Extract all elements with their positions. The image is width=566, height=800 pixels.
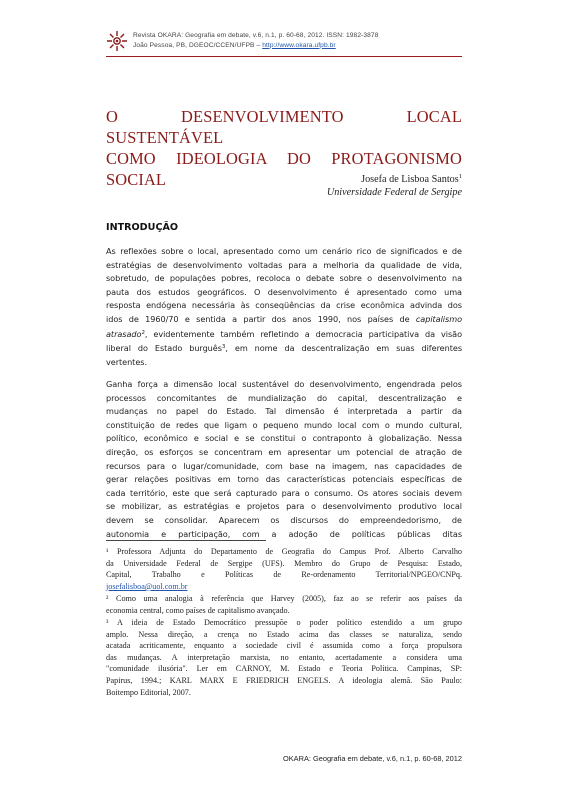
footnote-ref-2[interactable]: 2 bbox=[141, 329, 145, 336]
paragraph-line: mudanças no papel do Estado. Tal dimensão é interpretada a partir da bbox=[106, 406, 462, 417]
paragraph-line: direção, os esforços se concentram em apresentar um potencial de atração de bbox=[106, 446, 462, 457]
author-email-link[interactable]: josefalisboa@uol.com.br bbox=[106, 581, 188, 591]
paragraph-line: As reflexões sobre o local, apresentado como um cenário rico de significados e de bbox=[106, 246, 462, 256]
author-institution: Universidade Federal de Sergipe bbox=[326, 187, 462, 198]
title-line-2: COMO IDEOLOGIA DO PROTAGONISMO SOCIAL bbox=[106, 149, 462, 189]
okara-logo-icon bbox=[106, 30, 128, 52]
section-heading: INTRODUÇÃO bbox=[106, 222, 179, 233]
paragraph-line: recursos para o lugar/comunidade, com base na imagem, nas capacidades de bbox=[106, 460, 462, 471]
italic-term: atrasado bbox=[106, 328, 142, 339]
page-footer: OKARA: Geografia em debate, v.6, n.1, p. 60-68, 2012 bbox=[283, 754, 462, 763]
paragraph-line: sobretudo, de populações pobres, recoloca o debate sobre o desenvolvimento na bbox=[106, 273, 462, 284]
paragraph-line bbox=[106, 341, 462, 356]
footnote-line bbox=[106, 581, 462, 593]
paragraph-2 bbox=[106, 378, 462, 541]
italic-term: capitalismo bbox=[415, 313, 462, 324]
paragraph-line: estratégias de desenvolvimento voltadas para a melhoria da qualidade de vida, bbox=[106, 259, 462, 270]
paragraph-line: constituição de redes que ligam o pequeno mundo local com o mundo cultural, bbox=[106, 419, 462, 430]
paragraph-line: gerar relações positivas em torno das características potenciais específicas de bbox=[106, 474, 462, 485]
journal-citation: Revista OKARA: Geografia em debate, v.6, n.1, p. 60-68, 2012. ISSN: 1982-3878 bbox=[133, 32, 379, 39]
paragraph-text: , evidentemente também refletindo a democracia participativa da visão bbox=[144, 328, 462, 339]
footnote-line: "comunidade ilusória". Ler em CARNOY, M. Estado e Teoria Política. Campinas, SP: bbox=[106, 664, 462, 674]
author-footnote-ref[interactable]: 1 bbox=[458, 173, 462, 180]
footnote-1 bbox=[106, 546, 462, 592]
paragraph-text: , em nome da descentralização em suas diferentes bbox=[225, 343, 462, 354]
author-block bbox=[327, 170, 462, 199]
footnote-ref-3[interactable]: 3 bbox=[221, 344, 226, 351]
paragraph-line bbox=[106, 327, 462, 342]
title-line-1: O DESENVOLVIMENTO LOCAL SUSTENTÁVEL bbox=[106, 107, 462, 147]
paragraph-1 bbox=[106, 245, 462, 369]
paragraph-line: processos concomitantes de mundialização do capital, descentralização e bbox=[106, 392, 462, 403]
footnote-line: economia central, como países de capitalismo avançado. bbox=[106, 605, 290, 615]
paragraph-line: pauta dos estudos geográficos. O desenvolvimento é apresentado como uma bbox=[106, 286, 462, 297]
footnote-line: Boitempo Editorial, 2007. bbox=[106, 687, 191, 697]
footnote-line: Capital, Trabalho e Políticas de Re-ordenamento Territorial/NPGEO/CNPq. bbox=[106, 570, 462, 580]
footnote-line: ² Como uma analogia à referência que Harvey (2005), faz ao se referir aos países da bbox=[106, 594, 462, 603]
footnote-line: ¹ Professora Adjunta do Departamento de Geografia do Campus Prof. Alberto Carvalho bbox=[106, 547, 462, 556]
footnote-divider bbox=[106, 540, 266, 541]
paragraph-line: devem se consolidar. Aparecem os discursos do empreendedorismo, de bbox=[106, 514, 462, 525]
footnote-line: amplo. Nessa direção, a crença no Estado acima das classes se naturaliza, sendo bbox=[106, 629, 462, 639]
footnote-line: das mudanças. A interpretação marxista, no entanto, acertadamente a considera uma bbox=[106, 652, 462, 662]
paragraph-text: idos de 1960/70 e sentida a partir dos anos 1990, nos países de bbox=[106, 313, 410, 324]
journal-website-link[interactable]: http://www.okara.ufpb.br bbox=[262, 41, 336, 49]
paragraph-line: vertentes. bbox=[106, 356, 147, 367]
author-name-line bbox=[327, 170, 462, 186]
journal-header bbox=[133, 31, 378, 50]
journal-location bbox=[133, 41, 378, 51]
footnote-3 bbox=[106, 617, 462, 698]
footnote-line: acatada acriticamente, enquanto a sociedade civil é assumida como a força propulsora bbox=[106, 641, 462, 651]
footnote-line: ³ A ideia de Estado Democrático pressupõe o poder político estendido a um grupo bbox=[106, 618, 462, 627]
journal-location-text: João Pessoa, PB, DGEOC/CCEN/UFPB – bbox=[133, 41, 263, 49]
paragraph-line bbox=[106, 313, 462, 327]
author-name: Josefa de Lisboa Santos bbox=[361, 174, 459, 185]
paragraph-line: resposta endógena necessária às conseqüências da crise econômica advinda dos bbox=[106, 300, 462, 311]
header-divider bbox=[106, 56, 462, 57]
paragraph-text: liberal do Estado burguês bbox=[106, 343, 222, 354]
footnote-line: da Universidade Federal de Sergipe (UFS). Membro do Grupo de Pesquisa: Estado, bbox=[106, 558, 462, 568]
footnote-line: Papirus, 1994.; KARL MARX E FRIEDRICH ENGELS. A ideologia alemã. São Paulo: bbox=[106, 675, 462, 685]
paragraph-line: autonomia e participação, com a adoção de políticas públicas ditas bbox=[106, 528, 462, 539]
paragraph-line: Ganha força a dimensão local sustentável do desenvolvimento, engendrada pelos bbox=[106, 379, 462, 389]
paragraph-line: se mobilizar, as estratégias e projetos para o desenvolvimento produtivo local bbox=[106, 501, 462, 512]
paragraph-line: político, econômico e social e se constitui o contraponto à globalização. Nessa bbox=[106, 433, 462, 444]
footnote-2 bbox=[106, 593, 462, 616]
paragraph-line: cada território, este que será capturado para o consumo. Os atores sociais devem bbox=[106, 487, 462, 498]
